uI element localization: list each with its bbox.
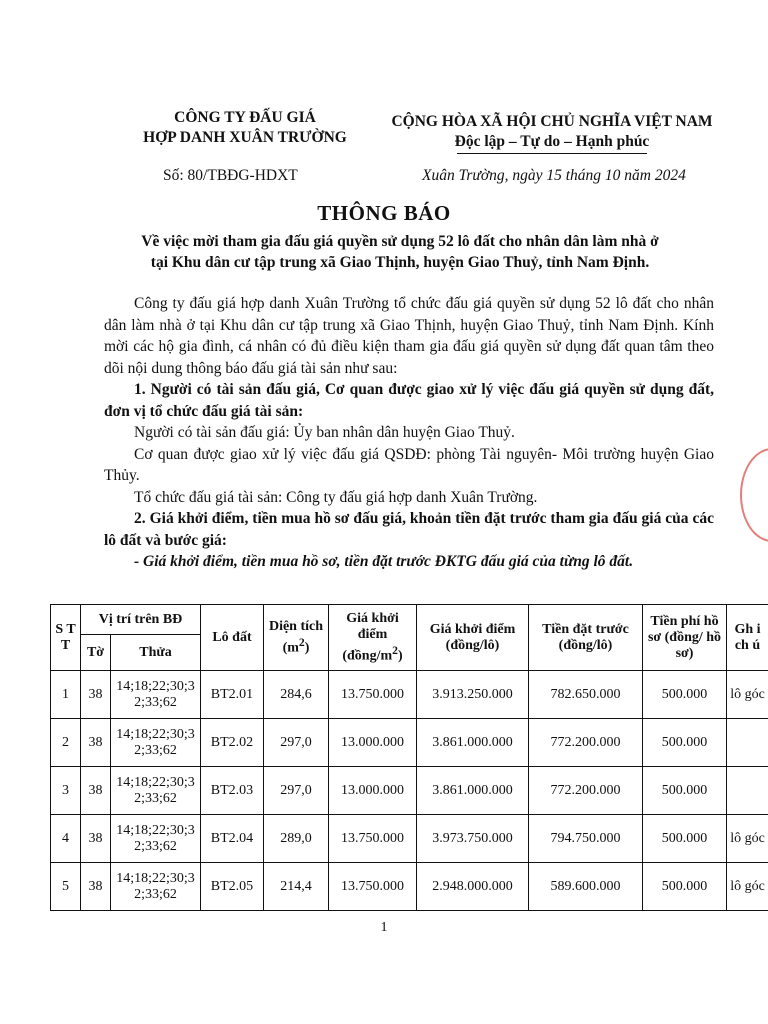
header-area-text: Diện tích (m [268, 618, 324, 656]
cell-to: 38 [81, 863, 111, 911]
cell-lot: BT2.05 [201, 863, 264, 911]
section1-heading: 1. Người có tài sản đấu giá, Cơ quan được giao xử lý việc đấu giá quyền sử dụng đất, đơn vị tổ chức đấu giá tài sản: [104, 381, 714, 420]
cell-fee: 500.000 [643, 815, 727, 863]
nation-title: CỘNG HÒA XÃ HỘI CHỦ NGHĨA VIỆT NAM [391, 113, 713, 130]
cell-thua: 14;18;22;30;32;33;62 [111, 815, 201, 863]
header-unit-price-text: Giá khởi điểm (đồng/m [342, 610, 399, 664]
company-header [110, 108, 380, 148]
document-date: Xuân Trường, ngày 15 tháng 10 năm 2024 [422, 167, 686, 184]
cell-lot: BT2.04 [201, 815, 264, 863]
motto-underline [457, 153, 647, 154]
header-unit-price-end: ) [397, 648, 403, 664]
cell-area: 297,0 [264, 767, 329, 815]
header-to: Tờ [81, 635, 111, 671]
header-start-price: Giá khởi điểm (đồng/lô) [417, 605, 529, 671]
intro-paragraph: Công ty đấu giá hợp danh Xuân Trường tổ chức đấu giá quyền sử dụng 52 lô đất cho nhân dân làm nhà ở tại Khu dân cư tập trung xã Giao Thịnh, huyện Giao Thuỷ, tỉnh Nam Định. Kính mời các hộ gia đình, cá nhân có đủ điều kiện tham gia đấu giá quyền sử dụng đất quan tâm theo dõi nội dung thông báo đấu giá tài sản như sau: [104, 295, 714, 377]
cell-area: 284,6 [264, 671, 329, 719]
cell-unit-price: 13.750.000 [329, 863, 417, 911]
document-number: Số: 80/TBĐG-HDXT [163, 167, 298, 184]
cell-thua: 14;18;22;30;32;33;62 [111, 863, 201, 911]
header-area-sup: 2 [298, 635, 305, 649]
header-note: Gh i ch ú [727, 605, 768, 671]
table-row [51, 671, 768, 719]
cell-area: 297,0 [264, 719, 329, 767]
cell-thua: 14;18;22;30;32;33;62 [111, 767, 201, 815]
header-unit-price-sup: 2 [392, 643, 398, 657]
cell-deposit: 589.600.000 [529, 863, 643, 911]
header-stt: S T T [51, 605, 81, 671]
company-name-line2: HỢP DANH XUÂN TRƯỜNG [143, 129, 347, 146]
cell-deposit: 794.750.000 [529, 815, 643, 863]
table-row [51, 863, 768, 911]
header-location: Vị trí trên BĐ [81, 605, 201, 635]
cell-fee: 500.000 [643, 863, 727, 911]
cell-fee: 500.000 [643, 767, 727, 815]
section2-subheading: - Giá khởi điểm, tiền mua hồ sơ, tiền đặt trước ĐKTG đấu giá của từng lô đất. [134, 553, 634, 570]
cell-fee: 500.000 [643, 719, 727, 767]
company-name-line1: CÔNG TY ĐẤU GIÁ [174, 109, 316, 126]
section1-agency: Cơ quan được giao xử lý việc đấu giá QSDĐ: phòng Tài nguyên- Môi trường huyện Giao Thủy. [104, 445, 714, 484]
section1-owner: Người có tài sản đấu giá: Ủy ban nhân dân huyện Giao Thuỷ. [134, 424, 515, 441]
cell-unit-price: 13.000.000 [329, 719, 417, 767]
cell-unit-price: 13.000.000 [329, 767, 417, 815]
cell-start-price: 3.861.000.000 [417, 719, 529, 767]
cell-note: lô góc [727, 671, 768, 719]
cell-area: 289,0 [264, 815, 329, 863]
seal-stamp-fragment [740, 448, 768, 542]
cell-stt: 4 [51, 815, 81, 863]
header-thua: Thửa [111, 635, 201, 671]
cell-unit-price: 13.750.000 [329, 815, 417, 863]
document-title: THÔNG BÁO [317, 201, 451, 225]
cell-to: 38 [81, 767, 111, 815]
cell-thua: 14;18;22;30;32;33;62 [111, 671, 201, 719]
cell-note: lô góc [727, 815, 768, 863]
cell-lot: BT2.01 [201, 671, 264, 719]
header-area-end: ) [304, 640, 310, 656]
cell-to: 38 [81, 719, 111, 767]
cell-note [727, 767, 768, 815]
cell-start-price: 3.861.000.000 [417, 767, 529, 815]
cell-to: 38 [81, 815, 111, 863]
page-number: 1 [380, 920, 388, 935]
header-lot: Lô đất [201, 605, 264, 671]
national-header [372, 112, 732, 154]
cell-to: 38 [81, 671, 111, 719]
header-deposit: Tiền đặt trước (đồng/lô) [529, 605, 643, 671]
header-fee: Tiền phí hồ sơ (đồng/ hồ sơ) [643, 605, 727, 671]
cell-lot: BT2.02 [201, 719, 264, 767]
table-row [51, 815, 768, 863]
cell-start-price: 3.913.250.000 [417, 671, 529, 719]
cell-thua: 14;18;22;30;32;33;62 [111, 719, 201, 767]
cell-note: lô góc [727, 863, 768, 911]
table-row [51, 767, 768, 815]
cell-note [727, 719, 768, 767]
subtitle-line2: tại Khu dân cư tập trung xã Giao Thịnh, huyện Giao Thuỷ, tỉnh Nam Định. [150, 254, 650, 271]
nation-motto: Độc lập – Tự do – Hạnh phúc [454, 133, 650, 150]
cell-deposit: 772.200.000 [529, 719, 643, 767]
cell-lot: BT2.03 [201, 767, 264, 815]
cell-fee: 500.000 [643, 671, 727, 719]
document-subtitle [100, 231, 700, 273]
cell-area: 214,4 [264, 863, 329, 911]
cell-unit-price: 13.750.000 [329, 671, 417, 719]
header-unit-price [329, 605, 417, 671]
cell-deposit: 782.650.000 [529, 671, 643, 719]
subtitle-line1: Về việc mời tham gia đấu giá quyền sử dụng 52 lô đất cho nhân dân làm nhà ở [141, 233, 659, 250]
cell-deposit: 772.200.000 [529, 767, 643, 815]
price-table [50, 604, 768, 911]
section2-heading: 2. Giá khởi điểm, tiền mua hồ sơ đấu giá, khoản tiền đặt trước tham gia đấu giá của các lô đất và bước giá: [104, 510, 714, 549]
cell-stt: 2 [51, 719, 81, 767]
document-body [104, 293, 714, 573]
cell-stt: 3 [51, 767, 81, 815]
cell-stt: 5 [51, 863, 81, 911]
section1-organizer: Tổ chức đấu giá tài sản: Công ty đấu giá hợp danh Xuân Trường. [134, 488, 538, 506]
header-area [264, 605, 329, 671]
cell-start-price: 3.973.750.000 [417, 815, 529, 863]
table-row [51, 719, 768, 767]
cell-stt: 1 [51, 671, 81, 719]
cell-start-price: 2.948.000.000 [417, 863, 529, 911]
